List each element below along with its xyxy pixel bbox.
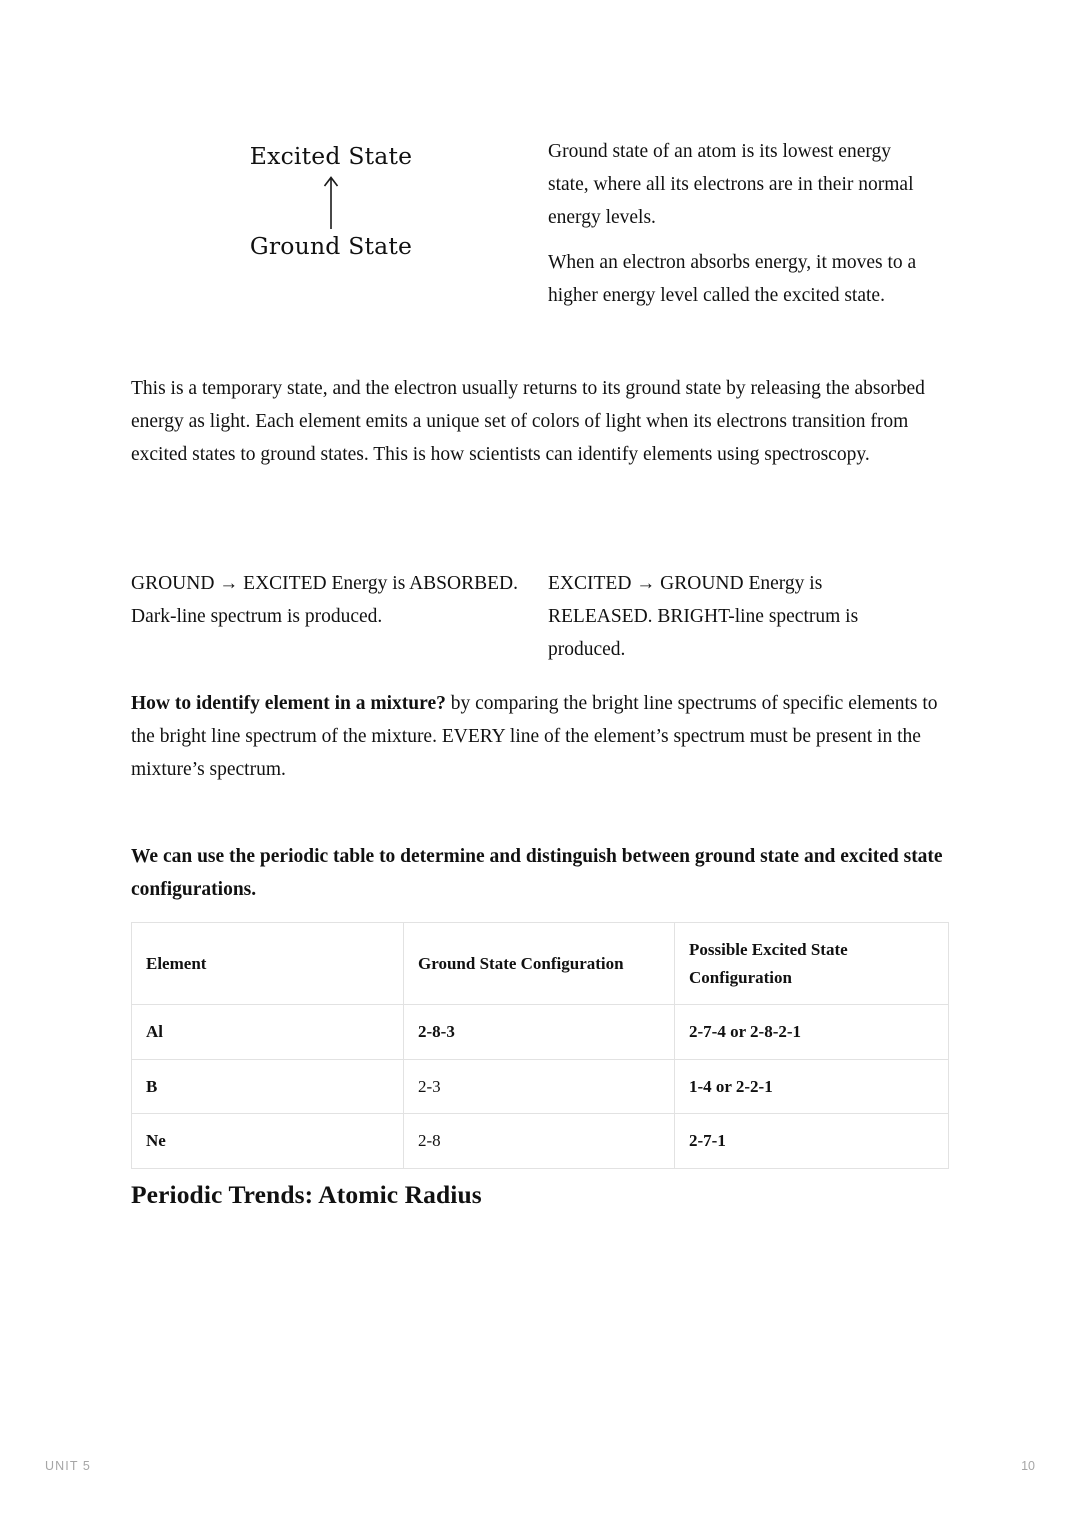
header-ground-state: Ground State Configuration [404,923,675,1005]
table-row [132,1114,949,1169]
identify-element-paragraph [131,688,948,786]
cell-element: Al [132,1005,404,1060]
cell-excited-configuration: 1-4 or 2-2-1 [675,1059,949,1114]
table-row [132,1059,949,1114]
identify-question-lead: How to identify element in a mixture? [131,693,446,714]
cell-ground-configuration: 2-3 [404,1059,675,1114]
transition-to-label: EXCITED [243,573,327,594]
table-body [132,1005,949,1169]
excited-to-ground-column [531,568,931,666]
absorbed-energy-text: Energy is ABSORBED. Dark-line spectrum is produced. [131,573,518,627]
energy-level-diagram [131,136,531,260]
cell-element: B [132,1059,404,1114]
ground-state-label: Ground State [249,232,413,261]
temporary-state-paragraph: This is a temporary state, and the electron usually returns to its ground state by releasing the absorbed energy as light. Each element emits a unique set of colors of light when its electrons transition from excited states to ground states. This is how scientists can identify elements using spectroscopy. [131,378,925,465]
table-row [132,1005,949,1060]
table-header-row [132,923,949,1005]
cell-ground-configuration: 2-8 [404,1114,675,1169]
cell-element: Ne [132,1114,404,1169]
energy-transition-block [131,568,948,666]
page-footer [45,1459,1035,1473]
footer-unit-label: UNIT 5 [45,1459,91,1473]
header-excited-state: Possible Excited State Configuration [675,923,949,1005]
right-arrow-icon: → [636,573,656,594]
ground-to-excited-column [131,568,531,666]
transition-to-label: GROUND [660,573,744,594]
right-arrow-icon: → [219,573,239,594]
electron-configuration-table [131,922,949,1169]
up-arrow-icon [131,170,531,232]
periodic-table-statement: We can use the periodic table to determine and distinguish between ground state and excited state configurations. [131,846,943,900]
identify-answer-text: by comparing the bright line spectrums of specific elements to the bright line spectrum of the mixture. EVERY line of the element’s spectrum must be present in the mixture’s spectrum. [131,693,938,780]
absorb-energy-note: When an electron absorbs energy, it moves to a higher energy level called the excited state. [548,252,917,306]
cell-ground-configuration: 2-8-3 [404,1005,675,1060]
cell-excited-configuration: 2-7-4 or 2-8-2-1 [675,1005,949,1060]
transition-from-label: GROUND [131,573,215,594]
header-element: Element [132,923,404,1005]
page-section-heading: Periodic Trends: Atomic Radius [131,1180,482,1209]
excited-state-label: Excited State [249,142,413,170]
ground-state-note: Ground state of an atom is its lowest energy state, where all its electrons are in their normal energy levels. [548,141,914,228]
released-energy-text: Energy is RELEASED. BRIGHT-line spectrum is produced. [548,573,859,660]
state-notes [531,136,931,313]
transition-from-label: EXCITED [548,573,632,594]
energy-state-diagram-block [131,136,948,313]
cell-excited-configuration: 2-7-1 [675,1114,949,1169]
footer-page-number: 10 [1021,1459,1035,1473]
